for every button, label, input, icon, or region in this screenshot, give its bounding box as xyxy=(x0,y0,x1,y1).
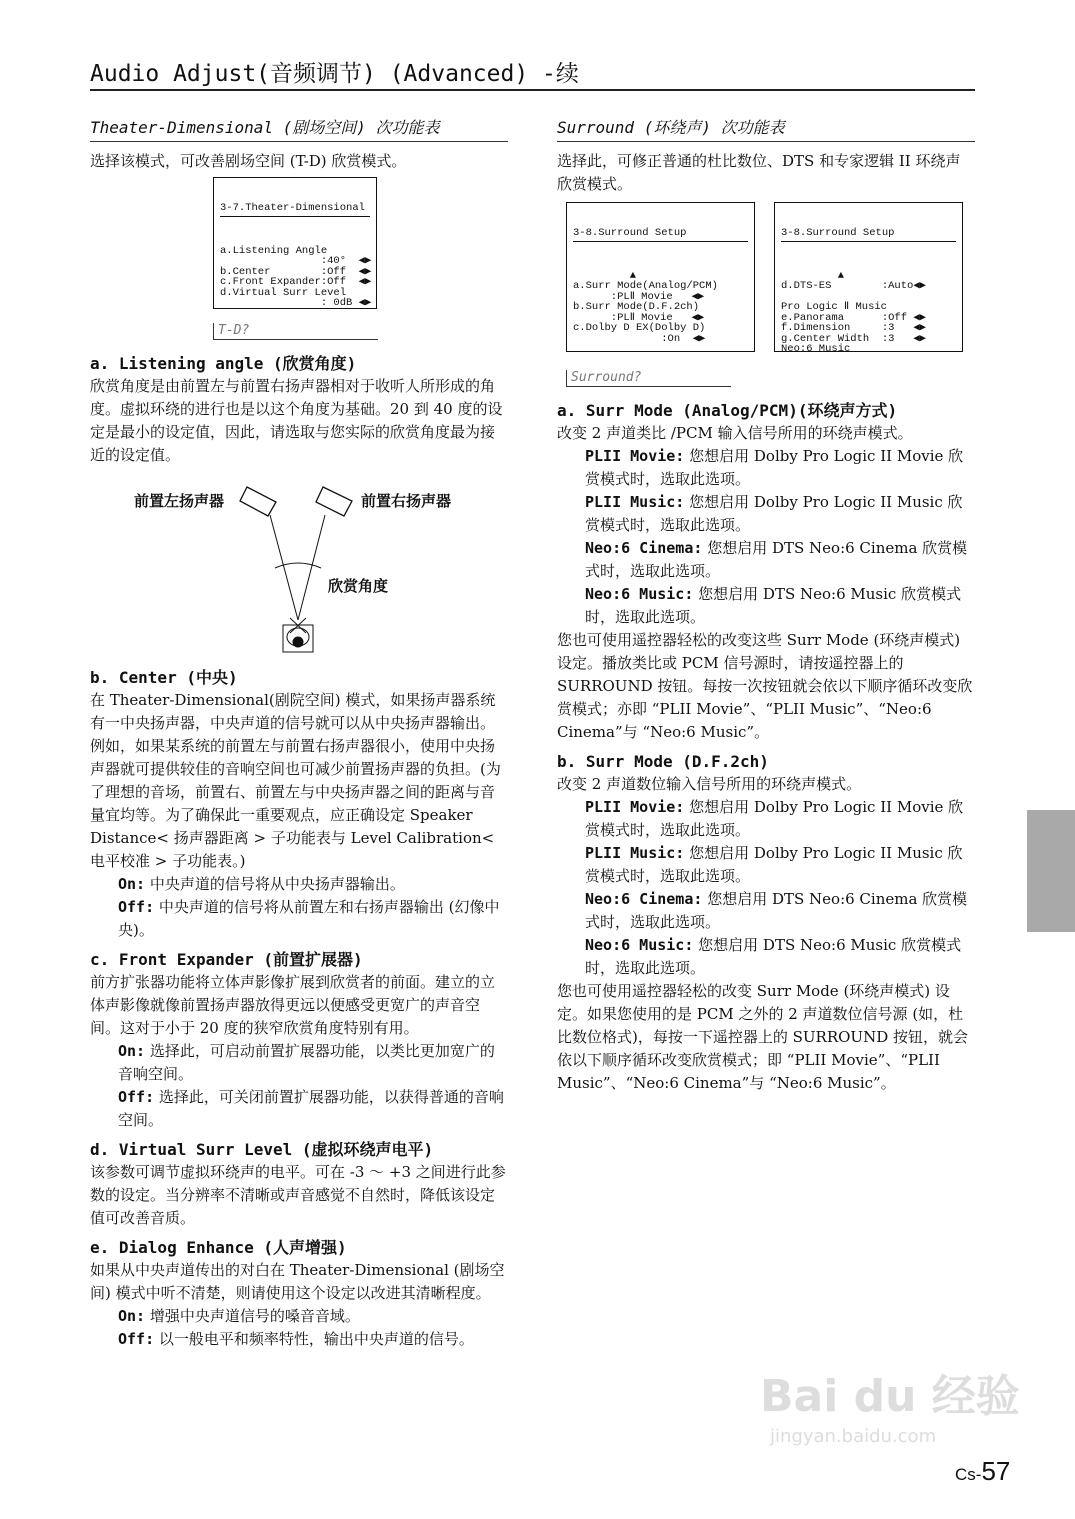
option-desc: 您想启用 DTS Neo:6 Music 欣赏模式时，选取此选项。 xyxy=(585,585,962,626)
option-key: PLII Music: xyxy=(585,493,685,511)
right-column xyxy=(557,118,975,1095)
label-front-left-speaker: 前置左扬声器 xyxy=(134,492,225,510)
option-key: Neo:6 Cinema: xyxy=(585,890,703,908)
option-key: Off: xyxy=(118,1088,155,1106)
section-body: 在 Theater-Dimensional(剧院空间) 模式，如果扬声器系统有一中央扬声器，中央声道的信号就可以从中央扬声器输出。例如，如果某系统的前置左与前置右扬声器很小，使用中央扬声器就可提供较佳的音响空间也可减少前置扬声器的负担。(为了理想的音场，前置右、前置左与中央扬声器之间的距离与音量宜均等。为了确保此一重要观点，应正确设定 Speaker Distance< 扬声器距离 > 子功能表与 Level Calibration< 电平校准 > 子功能表。) xyxy=(90,691,501,870)
option-desc: 中央声道的信号将从中央扬声器输出。 xyxy=(149,875,405,893)
option-key: PLII Movie: xyxy=(585,798,685,816)
left-section-heading: Theater-Dimensional (剧场空间) 次功能表 xyxy=(90,118,508,142)
section-body: 欣赏角度是由前置左与前置右扬声器相对于收听人所形成的角度。虚拟环绕的进行也是以这个角度为基础。20 到 40 度的设定是最小的设定值，因此，请选取与您实际的欣赏角度最为接近的设定值。 xyxy=(90,377,503,464)
mode-option xyxy=(557,888,975,934)
section-surr-mode-analog xyxy=(557,399,975,744)
label-front-right-speaker: 前置右扬声器 xyxy=(361,492,452,510)
section-heading: b. Surr Mode (D.F.2ch) xyxy=(557,752,769,771)
option-key: PLII Music: xyxy=(585,844,685,862)
osd-line xyxy=(220,309,370,310)
section-heading: b. Center (中央) xyxy=(90,668,238,687)
option-desc: 您想启用 Dolby Pro Logic II Movie 欣赏模式时，选取此选项。 xyxy=(585,447,964,488)
section-body: 前方扩张器功能将立体声影像扩展到欣赏者的前面。建立的立体声影像就像前置扬声器放得更远以便感受更宽广的声音空间。这对于小于 20 度的狭窄欣赏角度特别有用。 xyxy=(90,973,496,1037)
osd-line: d.Virtual Surr Level xyxy=(220,286,347,299)
option-desc: 中央声道的信号将从前置左和右扬声器输出 (幻像中央)。 xyxy=(118,898,500,939)
page-title: Audio Adjust(音频调节) (Advanced) -续 xyxy=(90,61,579,87)
label-listening-angle: 欣赏角度 xyxy=(328,577,389,595)
osd-line: c.Dolby D EX(Dolby D) xyxy=(573,322,706,334)
osd-line: e.Panorama :Off ◀▶ xyxy=(781,311,926,324)
option-desc: 以一般电平和频率特性，输出中央声道的信号。 xyxy=(158,1330,474,1348)
section-virtual-surr-level xyxy=(90,1138,508,1230)
option-desc: 您想启用 DTS Neo:6 Cinema 欣赏模式时，选取此选项。 xyxy=(585,539,968,580)
right-intro: 选择此，可修正普通的杜比数位、DTS 和专家逻辑 II 环绕声欣赏模式。 xyxy=(557,152,961,193)
watermark-url: jingyan.baidu.com xyxy=(770,1426,937,1447)
display-prompt: Surround? xyxy=(566,370,731,387)
page-number xyxy=(955,1456,1010,1490)
osd-line: Pro Logic Ⅱ Music xyxy=(781,301,887,313)
osd-line: :On ◀▶ xyxy=(573,332,706,345)
osd-line: a.Listening Angle xyxy=(220,244,328,257)
mode-option xyxy=(557,934,975,980)
option-desc: 您想启用 Dolby Pro Logic II Movie 欣赏模式时，选取此选项。 xyxy=(585,798,964,839)
section-note: 您也可使用遥控器轻松的改变这些 Surr Mode (环绕声模式) 设定。播放类比或 PCM 信号源时，请按遥控器上的 SURROUND 按钮。每按一次按钮就会依以下顺序循环改变欣赏模式；亦即 “PLII Movie”、“PLII Music”、“Neo:6 Cinema”与 “Neo:6 Music”。 xyxy=(557,631,973,741)
option-key: On: xyxy=(118,875,146,893)
section-center xyxy=(90,666,508,942)
watermark-logo: Bai du 经验 xyxy=(760,1371,1020,1422)
left-column xyxy=(90,118,508,1351)
osd-line: b.Center :Off ◀▶ xyxy=(220,265,372,278)
section-body: 如果从中央声道传出的对白在 Theater-Dimensional (剧场空间) 模式中听不清楚，则请使用这个设定以改进其清晰程度。 xyxy=(90,1261,505,1302)
osd-line: :40° ◀▶ xyxy=(220,255,372,267)
osd-lines xyxy=(781,271,956,353)
page-num: 57 xyxy=(981,1456,1011,1486)
title-rule xyxy=(90,89,975,91)
listening-angle-diagram xyxy=(90,475,508,660)
option-desc: 您想启用 Dolby Pro Logic II Music 欣赏模式时，选取此选项。 xyxy=(585,844,963,885)
osd-line: f.Dimension :3 ◀▶ xyxy=(781,322,926,334)
option-key: Neo:6 Music: xyxy=(585,585,694,603)
osd-line: ▲ xyxy=(573,269,637,282)
mode-option xyxy=(557,583,975,629)
section-heading: a. Surr Mode (Analog/PCM)(环绕声方式) xyxy=(557,401,898,420)
osd-line xyxy=(573,344,748,352)
osd-row xyxy=(566,202,975,352)
option-desc: 您想启用 DTS Neo:6 Cinema 欣赏模式时，选取此选项。 xyxy=(585,890,968,931)
option-key: Off: xyxy=(118,898,155,916)
angle-arc xyxy=(275,563,321,568)
section-heading: c. Front Expander (前置扩展器) xyxy=(90,950,363,969)
osd-line: :PLⅡ Movie ◀▶ xyxy=(573,290,705,303)
osd-lines xyxy=(220,246,370,310)
listener-icon xyxy=(283,618,313,652)
option-key: On: xyxy=(118,1307,146,1325)
section-heading: e. Dialog Enhance (人声增强) xyxy=(90,1238,347,1257)
right-speaker-icon xyxy=(316,487,352,516)
section-surr-mode-digital xyxy=(557,750,975,1095)
section-heading: a. Listening angle (欣赏角度) xyxy=(90,354,357,373)
mode-option xyxy=(557,537,975,583)
option-key: On: xyxy=(118,1042,146,1060)
osd-surround-setup-1 xyxy=(566,202,755,352)
osd-title: 3-8.Surround Setup xyxy=(573,228,748,242)
page-prefix: Cs- xyxy=(955,1465,982,1484)
left-intro: 选择该模式，可改善剧场空间 (T-D) 欣赏模式。 xyxy=(90,152,407,170)
osd-line: Neo:6 Music xyxy=(781,343,851,352)
right-section-heading: Surround (环绕声) 次功能表 xyxy=(557,118,975,142)
section-dialog-enhance xyxy=(90,1236,508,1351)
option-desc: 选择此，可启动前置扩展器功能，以类比更加宽广的音响空间。 xyxy=(118,1042,495,1083)
section-note: 您也可使用遥控器轻松的改变 Surr Mode (环绕声模式) 设定。如果您使用的是 PCM 之外的 2 声道数位信号源 (如，杜比数位格式)，每按一下遥控器上的 SURROUND 按钮，就会依以下顺序循环改变欣赏模式；即 “PLII Movie”、“PLII Music”、“Neo:6 Cinema”与 “Neo:6 Music”。 xyxy=(557,982,968,1092)
osd-line: : 0dB ◀▶ xyxy=(220,297,372,309)
display-prompt: T-D? xyxy=(213,323,378,340)
section-body: 该参数可调节虚拟环绕声的电平。可在 -3 ～ +3 之间进行此参数的设定。当分辨率不清晰或声音感觉不自然时，降低该设定值可改善音质。 xyxy=(90,1163,506,1227)
section-body: 改变 2 声道类比 /PCM 输入信号所用的环绕声模式。 xyxy=(557,424,913,442)
left-speaker-icon xyxy=(240,487,276,516)
chapter-tab xyxy=(1027,810,1075,932)
osd-title: 3-8.Surround Setup xyxy=(781,228,956,242)
osd-theater-dimensional xyxy=(213,177,377,309)
osd-title: 3-7.Theater-Dimensional xyxy=(220,203,370,217)
section-heading: d. Virtual Surr Level (虚拟环绕声电平) xyxy=(90,1140,434,1159)
option-key: Off: xyxy=(118,1330,155,1348)
option-desc: 您想启用 DTS Neo:6 Music 欣赏模式时，选取此选项。 xyxy=(585,936,962,977)
option-desc: 您想启用 Dolby Pro Logic II Music 欣赏模式时，选取此选项。 xyxy=(585,493,963,534)
mode-option xyxy=(557,796,975,842)
option-key: PLII Movie: xyxy=(585,447,685,465)
osd-lines xyxy=(573,271,748,353)
section-listening-angle xyxy=(90,352,508,467)
osd-line: a.Surr Mode(Analog/PCM) xyxy=(573,280,718,292)
osd-surround-setup-2 xyxy=(774,202,963,352)
osd-line: ▲ xyxy=(781,269,845,282)
osd-line: :PLⅡ Movie ◀▶ xyxy=(573,311,705,324)
option-desc: 选择此，可关闭前置扩展器功能，以获得普通的音响空间。 xyxy=(118,1088,504,1129)
left-sightline xyxy=(270,515,298,620)
osd-line: d.DTS-ES :Auto◀▶ xyxy=(781,280,926,292)
option-key: Neo:6 Cinema: xyxy=(585,539,703,557)
mode-option xyxy=(557,491,975,537)
section-front-expander xyxy=(90,948,508,1132)
option-desc: 增强中央声道信号的嗓音音域。 xyxy=(149,1307,360,1325)
mode-option xyxy=(557,445,975,491)
section-body: 改变 2 声道数位输入信号所用的环绕声模式。 xyxy=(557,775,862,793)
option-key: Neo:6 Music: xyxy=(585,936,694,954)
osd-line: c.Front Expander:Off ◀▶ xyxy=(220,276,372,288)
osd-line: g.Center Width :3 ◀▶ xyxy=(781,332,926,345)
osd-line: b.Surr Mode(D.F.2ch) xyxy=(573,301,700,313)
mode-option xyxy=(557,842,975,888)
